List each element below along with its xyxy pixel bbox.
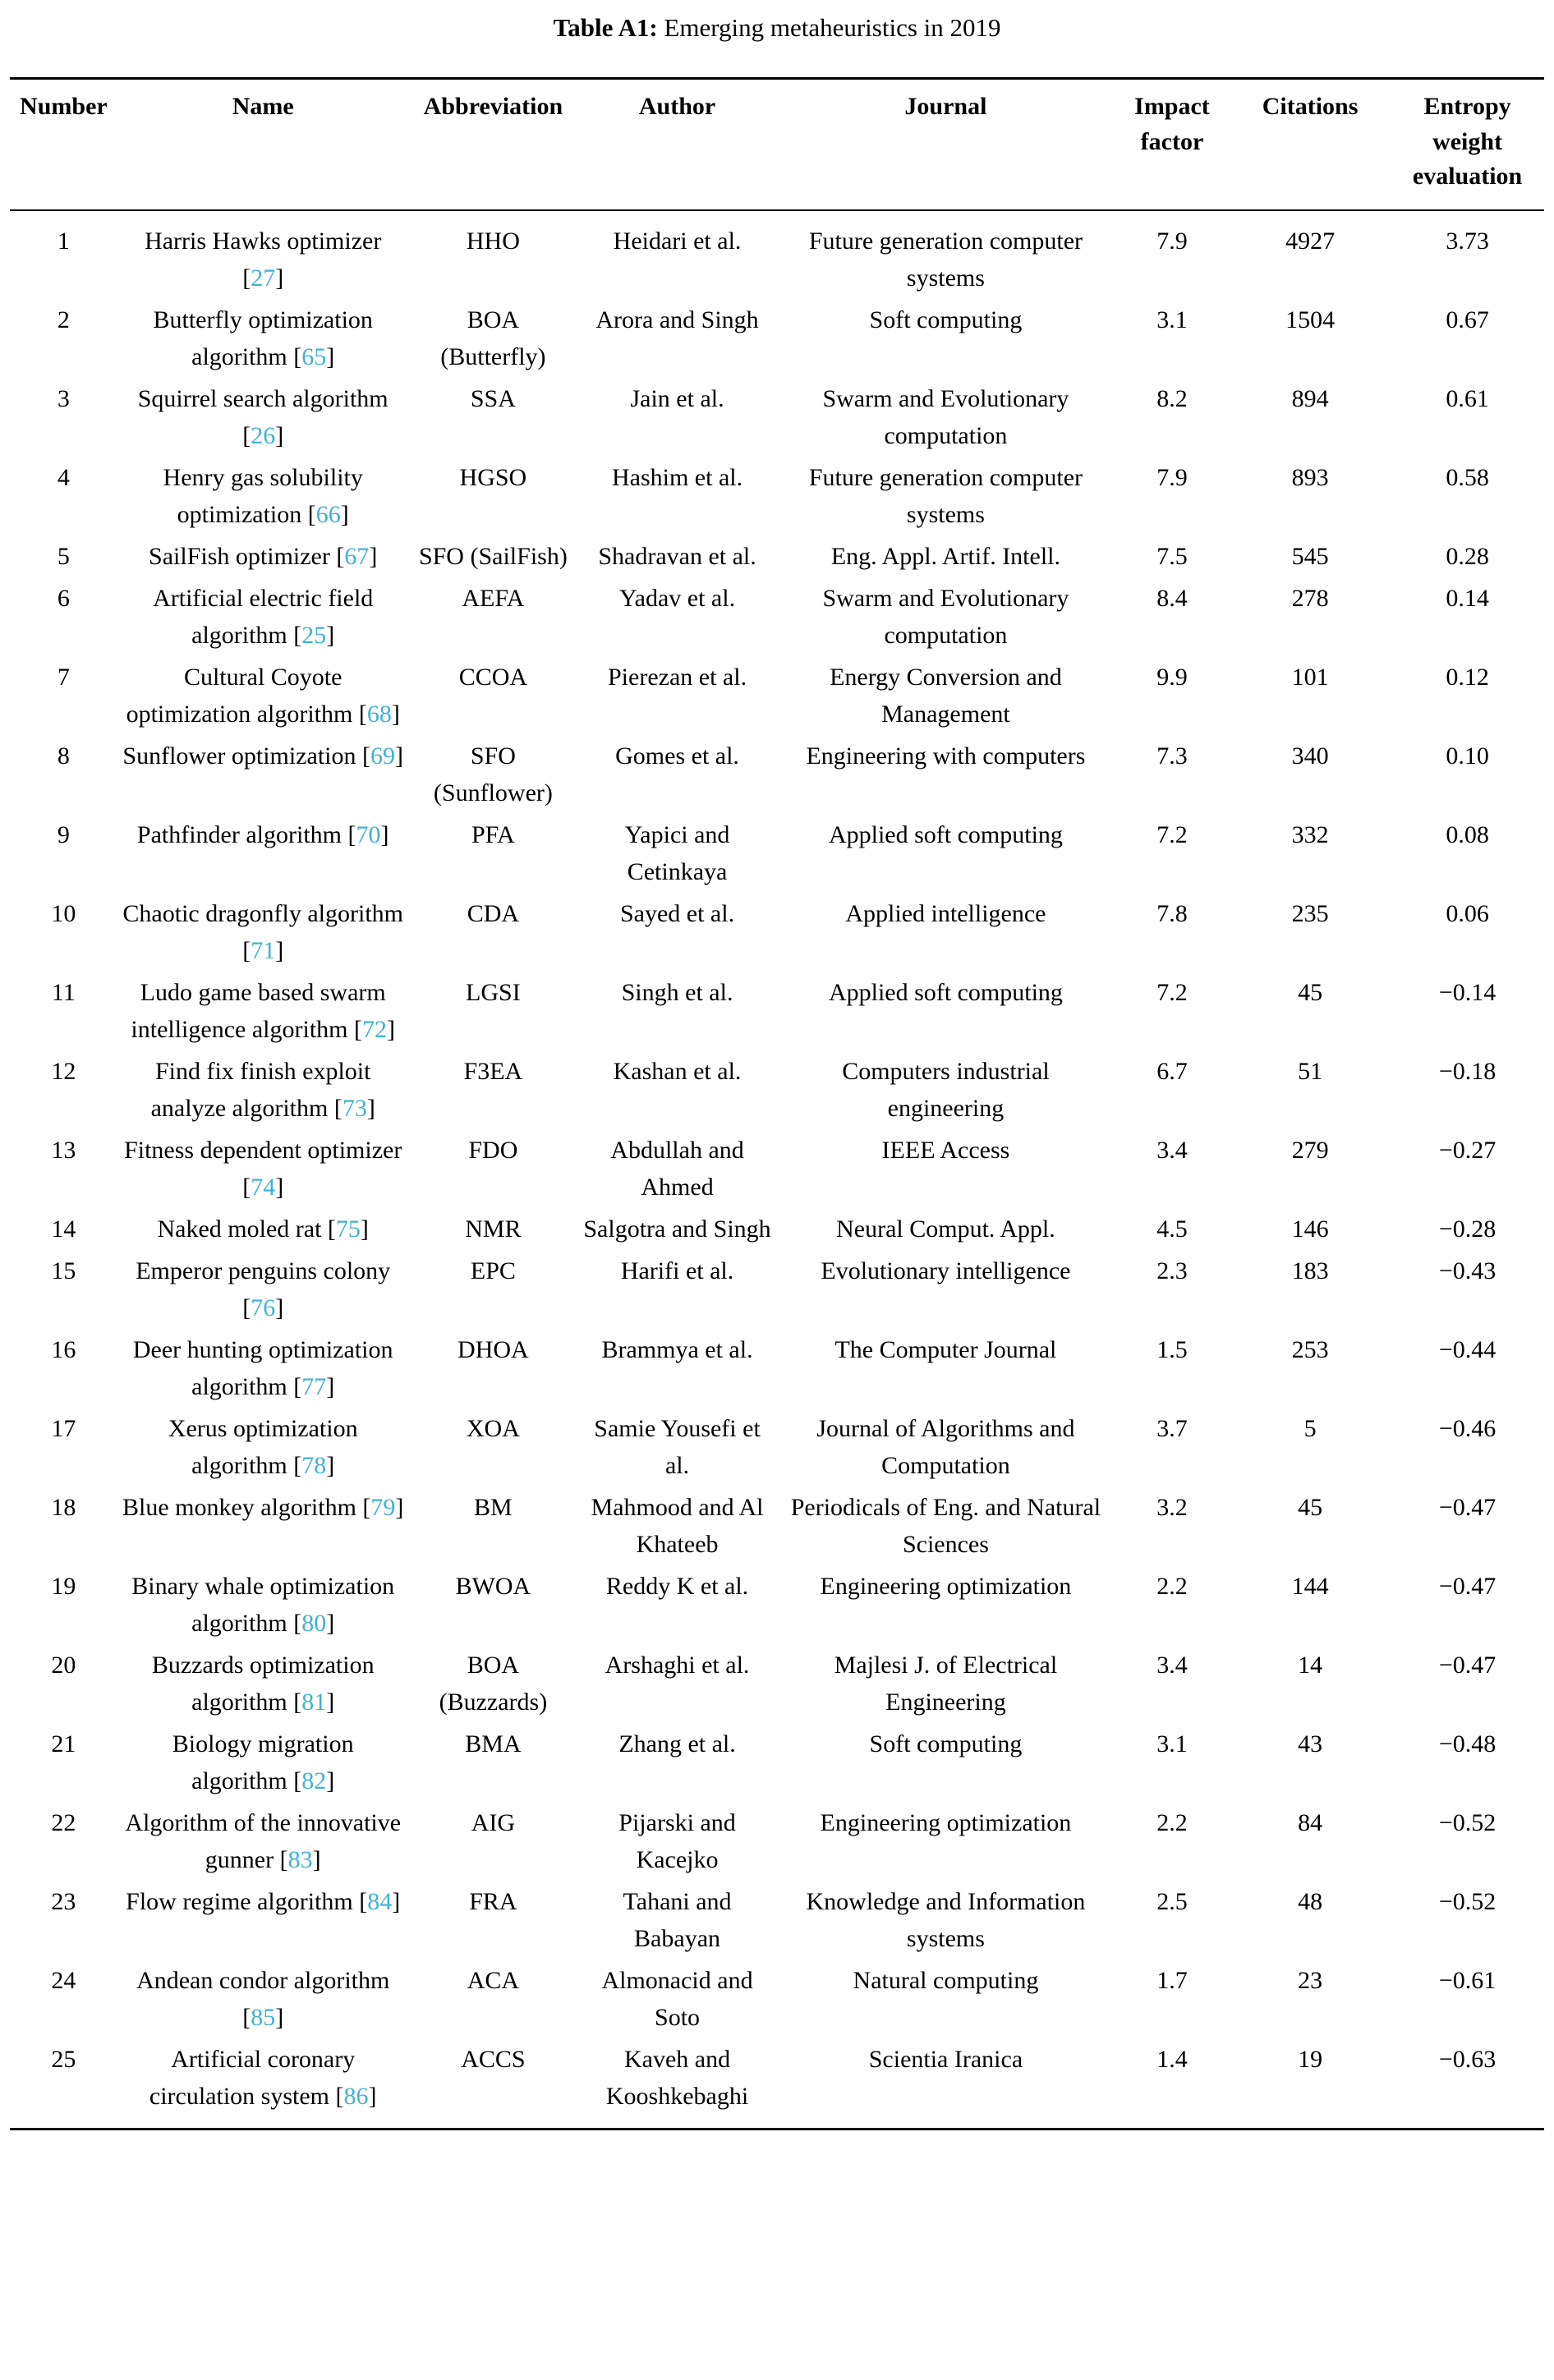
cell-number: 2 <box>57 306 70 334</box>
cell-citations: 340 <box>1291 742 1329 770</box>
cell-journal: Evolutionary intelligence <box>821 1257 1071 1285</box>
table-row <box>10 972 1544 1050</box>
cell-impact-factor: 1.4 <box>1156 2046 1188 2074</box>
cell-author: Brammya et al. <box>601 1336 753 1364</box>
table-caption <box>10 7 1544 77</box>
cell-citations: 183 <box>1291 1257 1329 1285</box>
cell-journal: Future generation computer systems <box>808 227 1083 292</box>
cell-impact-factor: 2.2 <box>1156 1573 1188 1601</box>
table-row <box>10 735 1544 814</box>
cell-author: Zhang et al. <box>618 1730 736 1758</box>
cell-author: Salgotra and Singh <box>583 1215 771 1243</box>
cell-abbreviation: SFO (Sunflower) <box>433 742 553 807</box>
cell-name: Artificial coronary circulation system [86] <box>149 2046 377 2111</box>
table-caption-label: Table A1: <box>553 13 658 42</box>
header-row <box>10 79 1544 210</box>
citation-ref[interactable]: 71 <box>251 937 276 965</box>
citation-ref[interactable]: 25 <box>301 622 327 650</box>
cell-impact-factor: 2.5 <box>1156 1888 1188 1916</box>
column-header-citations: Citations <box>1262 93 1359 121</box>
cell-journal: Neural Comput. Appl. <box>836 1215 1055 1243</box>
cell-abbreviation: SFO (SailFish) <box>418 543 568 571</box>
cell-citations: 23 <box>1298 1967 1323 1995</box>
cell-name: Find fix finish exploit analyze algorithm [73] <box>150 1058 375 1123</box>
cell-citations: 43 <box>1298 1730 1323 1758</box>
cell-name: Butterfly optimization algorithm [65] <box>153 306 373 371</box>
cell-number: 21 <box>51 1730 76 1758</box>
cell-number: 17 <box>51 1415 76 1443</box>
column-header-abbreviation: Abbreviation <box>423 93 563 121</box>
cell-abbreviation: BOA (Buzzards) <box>439 1652 548 1716</box>
column-header-entropy-weight: Entropy weight evaluation <box>1412 93 1523 191</box>
cell-entropy-weight: −0.28 <box>1438 1215 1497 1243</box>
cell-number: 19 <box>51 1573 76 1601</box>
table-row <box>10 1644 1544 1723</box>
cell-entropy-weight: −0.63 <box>1438 2046 1497 2074</box>
table-row <box>10 210 1544 299</box>
cell-journal: Eng. Appl. Artif. Intell. <box>830 543 1060 571</box>
cell-author: Kashan et al. <box>613 1058 742 1086</box>
cell-abbreviation: LGSI <box>466 979 521 1007</box>
cell-entropy-weight: −0.46 <box>1438 1415 1497 1443</box>
cell-number: 14 <box>51 1215 76 1243</box>
cell-journal: Engineering optimization <box>820 1573 1072 1601</box>
cell-author: Arshaghi et al. <box>605 1652 750 1679</box>
table-row <box>10 2038 1544 2130</box>
cell-number: 15 <box>51 1257 76 1285</box>
cell-number: 11 <box>51 979 76 1007</box>
cell-entropy-weight: −0.47 <box>1438 1494 1497 1522</box>
table-row <box>10 1208 1544 1250</box>
cell-abbreviation: CCOA <box>458 664 528 691</box>
citation-ref[interactable]: 80 <box>301 1610 327 1638</box>
table-caption-title: Emerging metaheuristics in 2019 <box>657 13 1001 42</box>
cell-author: Kaveh and Kooshkebaghi <box>605 2046 749 2111</box>
table-row <box>10 378 1544 457</box>
cell-journal: Energy Conversion and Management <box>830 664 1062 728</box>
cell-journal: Knowledge and Information systems <box>806 1888 1086 1953</box>
citation-ref[interactable]: 74 <box>251 1174 276 1201</box>
cell-abbreviation: AIG <box>471 1809 516 1837</box>
table-row <box>10 577 1544 656</box>
cell-abbreviation: ACCS <box>461 2046 526 2074</box>
cell-journal: Applied soft computing <box>828 979 1063 1007</box>
table-row <box>10 1329 1544 1408</box>
citation-ref[interactable]: 70 <box>356 821 381 849</box>
cell-journal: Applied soft computing <box>828 821 1063 849</box>
table-header <box>10 79 1544 210</box>
cell-author: Samie Yousefi et al. <box>594 1415 761 1480</box>
cell-entropy-weight: −0.52 <box>1438 1888 1497 1916</box>
column-header-author: Author <box>638 93 716 121</box>
cell-name: Fitness dependent optimizer [74] <box>124 1137 402 1201</box>
cell-author: Arora and Singh <box>595 306 759 334</box>
cell-citations: 101 <box>1291 664 1329 691</box>
cell-impact-factor: 7.9 <box>1156 227 1188 255</box>
cell-citations: 84 <box>1298 1809 1323 1837</box>
cell-impact-factor: 9.9 <box>1156 664 1188 691</box>
citation-ref[interactable]: 67 <box>344 543 370 571</box>
cell-name: SailFish optimizer [67] <box>149 543 378 571</box>
cell-citations: 146 <box>1291 1215 1329 1243</box>
cell-journal: Soft computing <box>869 1730 1023 1758</box>
cell-abbreviation: DHOA <box>457 1336 529 1364</box>
citation-ref[interactable]: 27 <box>251 264 276 292</box>
cell-number: 18 <box>51 1494 76 1522</box>
cell-impact-factor: 1.7 <box>1156 1967 1188 1995</box>
table-row <box>10 893 1544 972</box>
cell-number: 23 <box>51 1888 76 1916</box>
cell-entropy-weight: −0.43 <box>1438 1257 1497 1285</box>
cell-impact-factor: 7.2 <box>1156 979 1188 1007</box>
cell-number: 13 <box>51 1137 76 1165</box>
cell-impact-factor: 3.4 <box>1156 1652 1188 1679</box>
cell-citations: 332 <box>1291 821 1329 849</box>
citation-ref[interactable]: 66 <box>315 501 341 529</box>
cell-name: Blue monkey algorithm [79] <box>122 1494 404 1522</box>
cell-citations: 545 <box>1291 543 1329 571</box>
cell-entropy-weight: −0.61 <box>1438 1967 1497 1995</box>
cell-author: Mahmood and Al Khateeb <box>591 1494 764 1559</box>
column-header-journal: Journal <box>904 93 987 121</box>
cell-entropy-weight: 3.73 <box>1446 227 1489 255</box>
cell-citations: 45 <box>1298 1494 1323 1522</box>
cell-impact-factor: 7.8 <box>1156 900 1188 928</box>
cell-impact-factor: 8.2 <box>1156 385 1188 413</box>
cell-journal: Applied intelligence <box>845 900 1046 928</box>
cell-author: Harifi et al. <box>620 1257 734 1285</box>
cell-impact-factor: 6.7 <box>1156 1058 1188 1086</box>
cell-number: 25 <box>51 2046 76 2074</box>
cell-number: 12 <box>51 1058 76 1086</box>
cell-abbreviation: HGSO <box>459 464 527 492</box>
cell-abbreviation: EPC <box>470 1257 516 1285</box>
cell-author: Gomes et al. <box>615 742 739 770</box>
cell-number: 20 <box>51 1652 76 1679</box>
cell-impact-factor: 2.2 <box>1156 1809 1188 1837</box>
column-header-number: Number <box>20 93 108 121</box>
cell-abbreviation: HHO <box>466 227 520 255</box>
cell-journal: Engineering optimization <box>820 1809 1072 1837</box>
cell-impact-factor: 3.1 <box>1156 306 1188 334</box>
table-row <box>10 1250 1544 1329</box>
metaheuristics-table <box>10 77 1544 2130</box>
cell-name: Binary whale optimization algorithm [80] <box>131 1573 395 1638</box>
cell-abbreviation: NMR <box>465 1215 522 1243</box>
table-row <box>10 1565 1544 1644</box>
column-header-name: Name <box>232 93 294 121</box>
cell-entropy-weight: 0.58 <box>1446 464 1489 492</box>
table-row <box>10 457 1544 535</box>
cell-author: Reddy K et al. <box>605 1573 749 1601</box>
cell-entropy-weight: −0.18 <box>1438 1058 1497 1086</box>
cell-citations: 893 <box>1291 464 1329 492</box>
citation-ref[interactable]: 83 <box>287 1846 313 1874</box>
citation-ref[interactable]: 79 <box>370 1494 396 1522</box>
cell-citations: 279 <box>1291 1137 1329 1165</box>
cell-journal: The Computer Journal <box>834 1336 1057 1364</box>
cell-entropy-weight: 0.61 <box>1446 385 1489 413</box>
cell-impact-factor: 8.4 <box>1156 585 1188 613</box>
cell-name: Flow regime algorithm [84] <box>126 1888 401 1916</box>
cell-abbreviation: ACA <box>467 1967 520 1995</box>
cell-citations: 4927 <box>1285 227 1336 255</box>
cell-citations: 253 <box>1291 1336 1329 1364</box>
cell-abbreviation: BM <box>474 1494 513 1522</box>
cell-number: 6 <box>57 585 70 613</box>
cell-number: 8 <box>57 742 70 770</box>
cell-author: Abdullah and Ahmed <box>610 1137 744 1201</box>
cell-abbreviation: SSA <box>470 385 516 413</box>
cell-name: Henry gas solubility optimization [66] <box>163 464 363 529</box>
citation-ref[interactable]: 69 <box>370 742 396 770</box>
cell-citations: 1504 <box>1285 306 1336 334</box>
cell-name: Naked moled rat [75] <box>157 1215 369 1243</box>
cell-journal: Engineering with computers <box>806 742 1086 770</box>
cell-citations: 14 <box>1298 1652 1323 1679</box>
cell-entropy-weight: 0.12 <box>1446 664 1489 691</box>
table-row <box>10 1960 1544 2038</box>
cell-journal: Natural computing <box>853 1967 1039 1995</box>
cell-journal: Scientia Iranica <box>868 2046 1023 2074</box>
cell-impact-factor: 1.5 <box>1156 1336 1188 1364</box>
table-row <box>10 1050 1544 1129</box>
table-row <box>10 656 1544 735</box>
cell-journal: Swarm and Evolutionary computation <box>822 385 1069 450</box>
cell-entropy-weight: 0.14 <box>1446 585 1489 613</box>
cell-citations: 894 <box>1291 385 1329 413</box>
cell-number: 9 <box>57 821 70 849</box>
cell-number: 4 <box>57 464 70 492</box>
cell-entropy-weight: −0.52 <box>1438 1809 1497 1837</box>
citation-ref[interactable]: 65 <box>301 343 327 371</box>
cell-citations: 45 <box>1298 979 1323 1007</box>
cell-impact-factor: 3.2 <box>1156 1494 1188 1522</box>
table-row <box>10 1881 1544 1960</box>
cell-name: Pathfinder algorithm [70] <box>136 821 389 849</box>
cell-number: 24 <box>51 1967 76 1995</box>
cell-citations: 235 <box>1291 900 1329 928</box>
cell-author: Yapici and Cetinkaya <box>624 821 730 886</box>
cell-impact-factor: 7.2 <box>1156 821 1188 849</box>
cell-entropy-weight: −0.48 <box>1438 1730 1497 1758</box>
column-header-impact-factor: Impact factor <box>1134 93 1210 155</box>
cell-abbreviation: FRA <box>469 1888 517 1916</box>
citation-ref[interactable]: 26 <box>251 422 276 450</box>
cell-entropy-weight: −0.47 <box>1438 1573 1497 1601</box>
table-row <box>10 1486 1544 1565</box>
citation-ref[interactable]: 76 <box>251 1294 276 1322</box>
cell-author: Shadravan et al. <box>598 543 756 571</box>
citation-ref[interactable]: 84 <box>367 1888 393 1916</box>
cell-impact-factor: 7.3 <box>1156 742 1188 770</box>
cell-journal: Majlesi J. of Electrical Engineering <box>834 1652 1058 1716</box>
cell-author: Sayed et al. <box>619 900 735 928</box>
cell-number: 22 <box>51 1809 76 1837</box>
cell-number: 16 <box>51 1336 76 1364</box>
citation-ref[interactable]: 78 <box>301 1452 327 1480</box>
cell-entropy-weight: −0.44 <box>1438 1336 1497 1364</box>
cell-name: Biology migration algorithm [82] <box>172 1730 354 1795</box>
cell-journal: Soft computing <box>869 306 1023 334</box>
cell-name: Ludo game based swarm intelligence algorithm [72] <box>131 979 395 1044</box>
cell-name: Andean condor algorithm [85] <box>136 1967 390 2032</box>
cell-impact-factor: 2.3 <box>1156 1257 1188 1285</box>
cell-journal: Journal of Algorithms and Computation <box>816 1415 1075 1480</box>
table-row <box>10 814 1544 893</box>
cell-author: Jain et al. <box>630 385 724 413</box>
cell-journal: IEEE Access <box>881 1137 1010 1165</box>
cell-author: Pierezan et al. <box>608 664 747 691</box>
table-row <box>10 535 1544 577</box>
cell-abbreviation: BMA <box>465 1730 522 1758</box>
cell-name: Deer hunting optimization algorithm [77] <box>132 1336 393 1401</box>
cell-author: Heidari et al. <box>613 227 742 255</box>
citation-ref[interactable]: 85 <box>251 2004 276 2032</box>
cell-abbreviation: CDA <box>467 900 520 928</box>
cell-journal: Swarm and Evolutionary computation <box>822 585 1069 650</box>
cell-abbreviation: PFA <box>471 821 515 849</box>
cell-journal: Computers industrial engineering <box>842 1058 1050 1123</box>
cell-abbreviation: BOA (Butterfly) <box>440 306 546 371</box>
cell-name: Artificial electric field algorithm [25] <box>153 585 374 650</box>
cell-journal: Periodicals of Eng. and Natural Sciences <box>790 1494 1101 1559</box>
cell-name: Sunflower optimization [69] <box>122 742 404 770</box>
cell-citations: 48 <box>1298 1888 1323 1916</box>
cell-entropy-weight: 0.28 <box>1446 543 1489 571</box>
cell-citations: 278 <box>1291 585 1329 613</box>
citation-ref[interactable]: 68 <box>366 701 392 728</box>
cell-entropy-weight: −0.14 <box>1438 979 1497 1007</box>
cell-entropy-weight: −0.27 <box>1438 1137 1497 1165</box>
cell-citations: 51 <box>1298 1058 1323 1086</box>
cell-journal: Future generation computer systems <box>808 464 1083 529</box>
cell-impact-factor: 4.5 <box>1156 1215 1188 1243</box>
cell-abbreviation: BWOA <box>455 1573 531 1601</box>
cell-citations: 19 <box>1298 2046 1323 2074</box>
cell-abbreviation: XOA <box>466 1415 520 1443</box>
citation-ref[interactable]: 75 <box>335 1215 361 1243</box>
cell-entropy-weight: 0.67 <box>1446 306 1489 334</box>
table-row <box>10 299 1544 378</box>
cell-entropy-weight: 0.06 <box>1446 900 1489 928</box>
cell-number: 7 <box>57 664 70 691</box>
cell-name: Xerus optimization algorithm [78] <box>168 1415 358 1480</box>
cell-number: 10 <box>51 900 76 928</box>
cell-abbreviation: FDO <box>468 1137 518 1165</box>
cell-entropy-weight: 0.10 <box>1446 742 1489 770</box>
cell-number: 5 <box>57 543 70 571</box>
cell-number: 1 <box>57 227 70 255</box>
table-row <box>10 1408 1544 1486</box>
cell-name: Buzzards optimization algorithm [81] <box>151 1652 375 1716</box>
cell-name: Emperor penguins colony [76] <box>136 1257 391 1322</box>
citation-ref[interactable]: 86 <box>343 2083 369 2111</box>
cell-citations: 144 <box>1291 1573 1329 1601</box>
cell-impact-factor: 3.1 <box>1156 1730 1188 1758</box>
cell-citations: 5 <box>1303 1415 1317 1443</box>
cell-abbreviation: AEFA <box>462 585 525 613</box>
table-row <box>10 1129 1544 1208</box>
cell-impact-factor: 3.4 <box>1156 1137 1188 1165</box>
cell-impact-factor: 7.9 <box>1156 464 1188 492</box>
cell-author: Almonacid and Soto <box>601 1967 753 2032</box>
cell-name: Squirrel search algorithm [26] <box>137 385 388 450</box>
cell-impact-factor: 3.7 <box>1156 1415 1188 1443</box>
cell-name: Harris Hawks optimizer [27] <box>145 227 382 292</box>
table-body <box>10 210 1544 2130</box>
cell-abbreviation: F3EA <box>463 1058 523 1086</box>
cell-author: Hashim et al. <box>611 464 743 492</box>
cell-impact-factor: 7.5 <box>1156 543 1188 571</box>
citation-ref[interactable]: 73 <box>342 1095 367 1123</box>
citation-ref[interactable]: 77 <box>301 1373 327 1401</box>
table-row <box>10 1723 1544 1802</box>
cell-name: Algorithm of the innovative gunner [83] <box>125 1809 402 1874</box>
cell-name: Chaotic dragonfly algorithm [71] <box>122 900 403 965</box>
citation-ref[interactable]: 82 <box>301 1767 327 1795</box>
citation-ref[interactable]: 72 <box>361 1016 387 1044</box>
citation-ref[interactable]: 81 <box>301 1689 327 1716</box>
table-row <box>10 1802 1544 1881</box>
cell-entropy-weight: −0.47 <box>1438 1652 1497 1679</box>
cell-author: Pijarski and Kacejko <box>618 1809 736 1874</box>
cell-author: Singh et al. <box>621 979 733 1007</box>
cell-name: Cultural Coyote optimization algorithm [68] <box>126 664 400 728</box>
cell-entropy-weight: 0.08 <box>1446 821 1489 849</box>
cell-author: Tahani and Babayan <box>623 1888 732 1953</box>
cell-number: 3 <box>57 385 70 413</box>
cell-author: Yadav et al. <box>618 585 736 613</box>
